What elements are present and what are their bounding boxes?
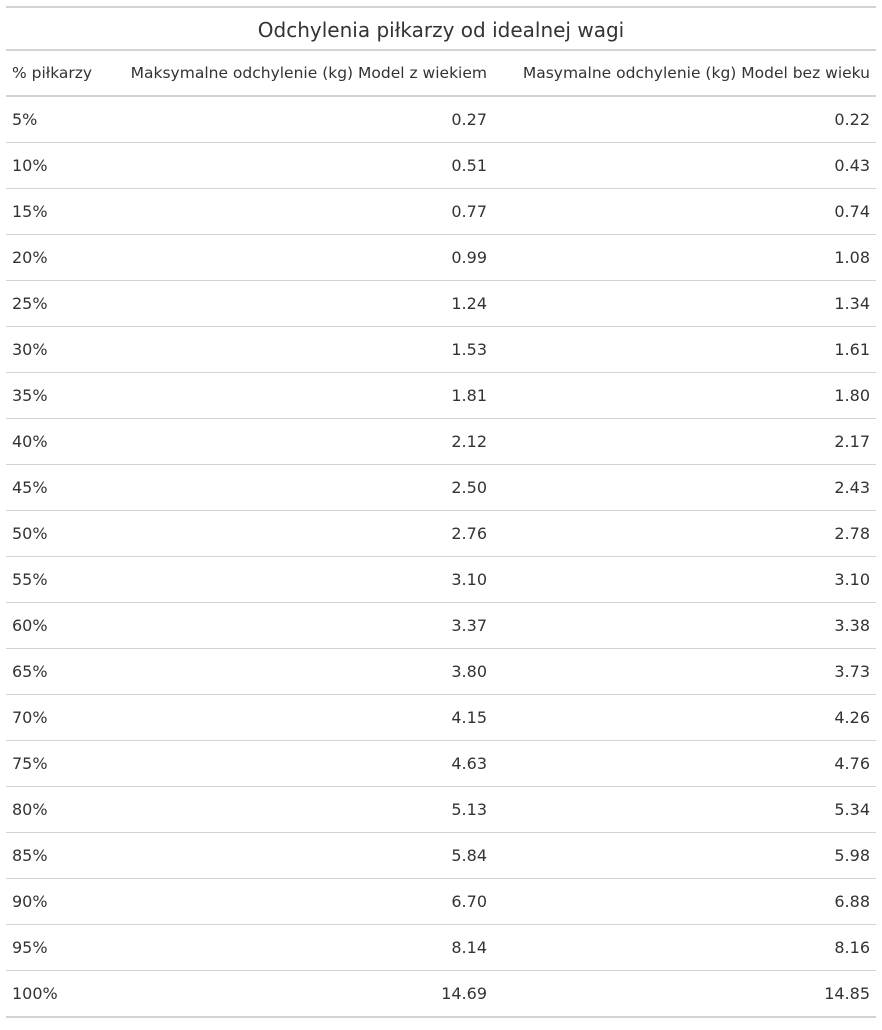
percent-cell: 50% <box>6 511 102 557</box>
deviation-table <box>6 51 876 1018</box>
with-age-cell: 2.12 <box>102 419 493 465</box>
table-row <box>6 649 876 695</box>
header-row <box>6 51 876 96</box>
table-row <box>6 143 876 189</box>
table-row <box>6 96 876 143</box>
percent-cell: 15% <box>6 189 102 235</box>
table-row <box>6 465 876 511</box>
without-age-cell: 2.78 <box>493 511 876 557</box>
with-age-cell: 4.15 <box>102 695 493 741</box>
with-age-cell: 8.14 <box>102 925 493 971</box>
with-age-cell: 0.77 <box>102 189 493 235</box>
with-age-cell: 2.76 <box>102 511 493 557</box>
table-row <box>6 787 876 833</box>
without-age-cell: 3.38 <box>493 603 876 649</box>
percent-cell: 35% <box>6 373 102 419</box>
without-age-cell: 1.61 <box>493 327 876 373</box>
table-row <box>6 511 876 557</box>
without-age-cell: 14.85 <box>493 971 876 1018</box>
percent-cell: 25% <box>6 281 102 327</box>
table-row <box>6 235 876 281</box>
without-age-cell: 1.80 <box>493 373 876 419</box>
with-age-cell: 5.13 <box>102 787 493 833</box>
without-age-cell: 0.22 <box>493 96 876 143</box>
without-age-cell: 3.10 <box>493 557 876 603</box>
percent-cell: 90% <box>6 879 102 925</box>
percent-cell: 60% <box>6 603 102 649</box>
with-age-cell: 3.80 <box>102 649 493 695</box>
table-row <box>6 557 876 603</box>
column-header-without-age: Masymalne odchylenie (kg) Model bez wieku <box>493 51 876 96</box>
table-row <box>6 741 876 787</box>
percent-cell: 80% <box>6 787 102 833</box>
table-row <box>6 925 876 971</box>
without-age-cell: 1.34 <box>493 281 876 327</box>
column-header-percent-players: % piłkarzy <box>6 51 102 96</box>
table-row <box>6 879 876 925</box>
percent-cell: 30% <box>6 327 102 373</box>
without-age-cell: 0.43 <box>493 143 876 189</box>
without-age-cell: 2.17 <box>493 419 876 465</box>
percent-cell: 85% <box>6 833 102 879</box>
with-age-cell: 1.81 <box>102 373 493 419</box>
with-age-cell: 1.53 <box>102 327 493 373</box>
without-age-cell: 3.73 <box>493 649 876 695</box>
percent-cell: 75% <box>6 741 102 787</box>
table-row <box>6 327 876 373</box>
without-age-cell: 5.34 <box>493 787 876 833</box>
with-age-cell: 3.37 <box>102 603 493 649</box>
table-body <box>6 96 876 1017</box>
with-age-cell: 6.70 <box>102 879 493 925</box>
without-age-cell: 5.98 <box>493 833 876 879</box>
percent-cell: 10% <box>6 143 102 189</box>
table-row <box>6 281 876 327</box>
with-age-cell: 2.50 <box>102 465 493 511</box>
table-row <box>6 419 876 465</box>
table-row <box>6 189 876 235</box>
with-age-cell: 4.63 <box>102 741 493 787</box>
without-age-cell: 4.26 <box>493 695 876 741</box>
with-age-cell: 0.99 <box>102 235 493 281</box>
column-header-with-age: Maksymalne odchylenie (kg) Model z wiekiem <box>102 51 493 96</box>
without-age-cell: 8.16 <box>493 925 876 971</box>
table-title: Odchylenia piłkarzy od idealnej wagi <box>6 6 876 51</box>
with-age-cell: 1.24 <box>102 281 493 327</box>
without-age-cell: 2.43 <box>493 465 876 511</box>
with-age-cell: 14.69 <box>102 971 493 1018</box>
table-row <box>6 695 876 741</box>
deviation-table-container <box>6 6 876 1018</box>
without-age-cell: 6.88 <box>493 879 876 925</box>
with-age-cell: 3.10 <box>102 557 493 603</box>
without-age-cell: 1.08 <box>493 235 876 281</box>
table-row <box>6 373 876 419</box>
with-age-cell: 0.51 <box>102 143 493 189</box>
without-age-cell: 0.74 <box>493 189 876 235</box>
percent-cell: 70% <box>6 695 102 741</box>
table-row <box>6 971 876 1018</box>
percent-cell: 100% <box>6 971 102 1018</box>
percent-cell: 65% <box>6 649 102 695</box>
percent-cell: 5% <box>6 96 102 143</box>
with-age-cell: 5.84 <box>102 833 493 879</box>
without-age-cell: 4.76 <box>493 741 876 787</box>
percent-cell: 45% <box>6 465 102 511</box>
table-row <box>6 603 876 649</box>
with-age-cell: 0.27 <box>102 96 493 143</box>
percent-cell: 40% <box>6 419 102 465</box>
percent-cell: 95% <box>6 925 102 971</box>
percent-cell: 20% <box>6 235 102 281</box>
percent-cell: 55% <box>6 557 102 603</box>
table-row <box>6 833 876 879</box>
